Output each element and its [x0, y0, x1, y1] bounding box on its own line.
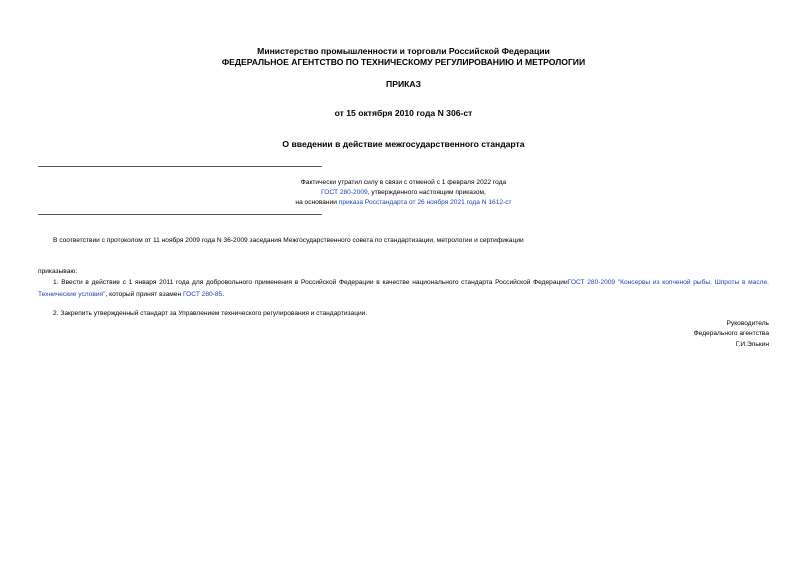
order-item-2: 2. Закрепить утвержденный стандарт за Управлением технического регулирования и стандартизации.	[53, 310, 368, 317]
divider-top	[38, 166, 322, 167]
status-note-line1: Фактически утратил силу в связи с отменой с 1 февраля 2022 года	[300, 179, 507, 186]
item1-text-middle: , который принят взамен	[105, 290, 183, 298]
item1-text-before: 1. Ввести в действие с 1 января 2011 года для добровольного применения в Российской Федерации в качестве национального стандарта Российской Федерации	[53, 279, 568, 286]
signature-position: Руководитель	[726, 320, 769, 327]
gost-280-2009-link[interactable]: ГОСТ 280-2009	[321, 189, 368, 196]
signature-agency: Федерального агентства	[693, 330, 769, 337]
order-word: приказываю:	[38, 268, 78, 275]
gost-280-2009-full-link[interactable]: ГОСТ 280-2009 "Консервы из копченой рыбы. Шпроты в масле. Технические условия"	[38, 279, 769, 298]
doc-type-title: ПРИКАЗ	[386, 79, 421, 89]
order-item-1	[38, 277, 769, 300]
rosstandart-order-link[interactable]: приказа Росстандарта от 26 ноября 2021 года N 1612-ст	[338, 199, 512, 206]
status-note-line2-text: , утвержденного настоящим приказом,	[367, 189, 486, 196]
status-note-line3	[0, 199, 807, 206]
signature-name: Г.И.Элькин	[735, 341, 769, 348]
status-note-line2	[0, 189, 807, 196]
agency-title: ФЕДЕРАЛЬНОЕ АГЕНТСТВО ПО ТЕХНИЧЕСКОМУ РЕГУЛИРОВАНИЮ И МЕТРОЛОГИИ	[221, 57, 586, 67]
divider-bottom	[38, 214, 322, 215]
gost-280-85-link[interactable]: ГОСТ 280-85	[182, 290, 223, 298]
status-note-line3-text: на основании	[295, 199, 339, 206]
date-number-line: от 15 октября 2010 года N 306-ст	[334, 108, 473, 118]
subject-title: О введении в действие межгосударственного стандарта	[282, 139, 525, 149]
ministry-title: Министерство промышленности и торговли Российской Федерации	[257, 46, 550, 56]
preamble-text: В соответствии с протоколом от 11 ноября 2009 года N 36-2009 заседания Межгосударственного совета по стандартизации, метрологии и сертификации	[53, 237, 524, 244]
item1-text-after: .	[222, 290, 225, 298]
